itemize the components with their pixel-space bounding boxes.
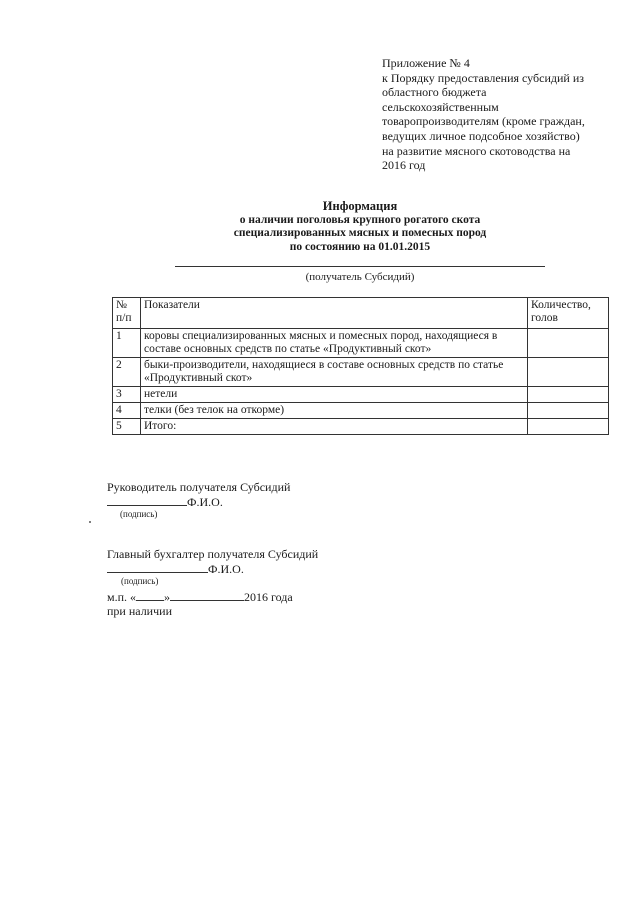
head-signature-line (107, 494, 223, 509)
title-line: по состоянию на 01.01.2015 (289, 240, 431, 253)
row-indicator: Итого: (141, 419, 528, 435)
header-indicator: Показатели (141, 298, 528, 329)
appendix-line: 2016 год (382, 158, 426, 173)
accountant-signature-blank (107, 561, 208, 573)
head-fio: Ф.И.О. (187, 495, 223, 509)
row-num: 2 (113, 358, 141, 387)
appendix-header (382, 56, 614, 173)
row-qty (528, 358, 609, 387)
row-indicator: быки-производители, находящиеся в составе основных средств по статье «Продуктивный скот» (141, 358, 528, 387)
row-num: 3 (113, 387, 141, 403)
recipient-blank-line (175, 266, 545, 267)
title-line: специализированных мясных и помесных пород (233, 227, 487, 239)
accountant-fio: Ф.И.О. (208, 562, 244, 576)
row-qty (528, 419, 609, 435)
row-indicator: нетели (141, 387, 528, 403)
table-row (113, 387, 609, 403)
stamp-date-line (107, 589, 293, 604)
accountant-sign-caption: (подпись) (121, 576, 159, 586)
row-qty (528, 387, 609, 403)
appendix-line: сельскохозяйственным (382, 99, 499, 114)
scan-speck (89, 521, 91, 523)
table-row (113, 419, 609, 435)
table-row (113, 329, 609, 358)
row-num: 1 (113, 329, 141, 358)
title-line: Информация (322, 199, 398, 213)
table-row (113, 358, 609, 387)
head-signature-blank (107, 494, 187, 506)
accountant-signature-line (107, 561, 244, 576)
month-blank (170, 589, 244, 601)
table-row (113, 403, 609, 419)
header-num: № п/п (113, 298, 141, 329)
document-title (150, 200, 570, 254)
header-qty: Количество, голов (528, 298, 609, 329)
stamp-note: при наличии (107, 604, 172, 618)
stamp-mid: » (164, 590, 171, 604)
stamp-prefix: м.п. « (107, 590, 137, 604)
row-indicator: телки (без телок на откорме) (141, 403, 528, 419)
stamp-suffix: 2016 года (244, 590, 293, 604)
livestock-table (112, 297, 609, 435)
table-header-row (113, 298, 609, 329)
appendix-line: областного бюджета (382, 85, 487, 100)
row-indicator: коровы специализированных мясных и помесных пород, находящиеся в составе основных средств по статье «Продуктивный скот» (141, 329, 528, 358)
day-blank (136, 589, 164, 601)
title-line: о наличии поголовья крупного рогатого скота (239, 213, 481, 226)
accountant-title: Главный бухгалтер получателя Субсидий (107, 547, 319, 561)
appendix-line: ведущих личное подсобное хозяйство) (382, 128, 580, 143)
appendix-line: товаропроизводителям (кроме граждан, (382, 114, 585, 129)
appendix-line: Приложение № 4 (382, 56, 470, 70)
row-qty (528, 329, 609, 358)
appendix-line: на развитие мясного скотоводства на (382, 143, 571, 158)
row-num: 4 (113, 403, 141, 419)
head-sign-caption: (подпись) (120, 509, 158, 519)
head-title: Руководитель получателя Субсидий (107, 480, 291, 494)
recipient-caption: (получатель Субсидий) (305, 271, 415, 283)
row-num: 5 (113, 419, 141, 435)
row-qty (528, 403, 609, 419)
appendix-line: к Порядку предоставления субсидий из (382, 70, 584, 85)
